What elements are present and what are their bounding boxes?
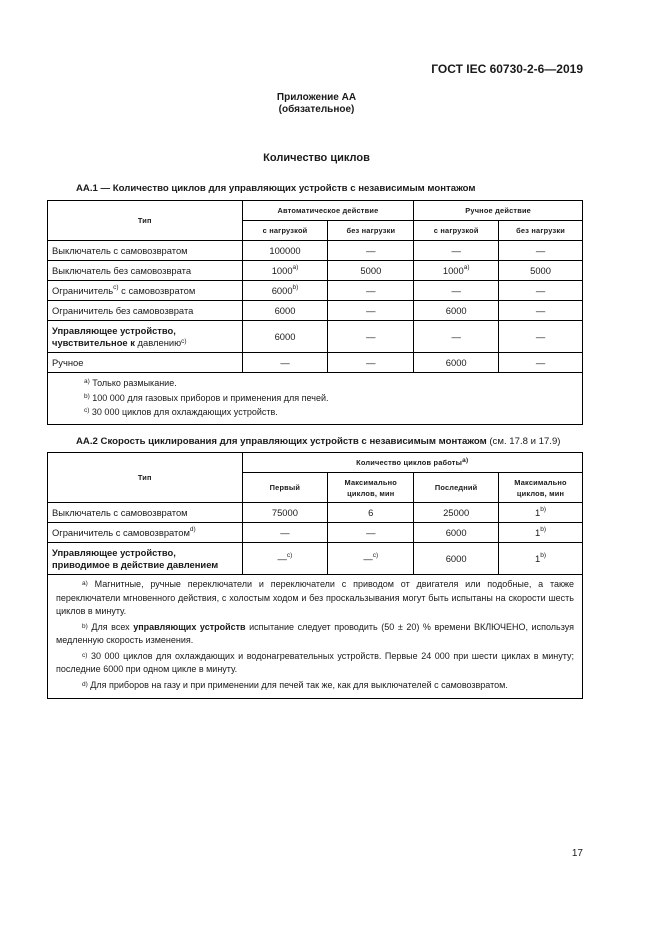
footnote-ref: c) — [372, 552, 379, 559]
table-row — [48, 241, 583, 261]
row-type: Выключатель без самовозврата — [48, 261, 243, 281]
cycling-rate-table — [47, 452, 583, 699]
cell-value: 100000 — [242, 241, 328, 261]
table-row — [48, 523, 583, 543]
cell-value: 6000 — [414, 523, 499, 543]
table1-caption — [76, 183, 475, 194]
cell-value: — — [328, 523, 414, 543]
col-type-header: Тип — [48, 201, 243, 241]
table-notes — [48, 373, 583, 425]
footnote: $^{a)}$ Магнитные, ручные переключатели и переключатели с приводом от двигателя или подобные, а также переключатели мгновенного действия, с холостым ходом и без проскальзывания могут быть испытаны на скорости шесть циклов в минуту. — [56, 579, 574, 616]
cell-value: 25000 — [414, 503, 499, 523]
cell-value: — — [242, 353, 328, 373]
cell-value: 1000$^{a)}$ — [414, 261, 499, 281]
footnote-ref: c) — [286, 552, 293, 559]
group-manual-header: Ручное действие — [414, 201, 583, 221]
annex-subtitle: (обязательное) — [278, 104, 355, 115]
footnote: $^{c)}$ 30 000 циклов для охлаждающих и водонагревательных устройств. Первые 24 000 при шести циклах в минуту; последние 6000 при одном цикле в минуту. — [56, 650, 574, 674]
cell-value: —$^{c)}$ — [328, 543, 414, 575]
annex-title: Приложение АА — [276, 92, 357, 103]
first-header: Первый — [242, 473, 328, 503]
manual-load-header: с нагрузкой — [414, 221, 499, 241]
document-code: ГОСТ IEC 60730-2-6—2019 — [431, 62, 583, 76]
row-type: Выключатель с самовозвратом — [48, 241, 243, 261]
manual-noload-header: без нагрузки — [499, 221, 583, 241]
notes-row — [48, 575, 583, 699]
cell-value: — — [499, 281, 583, 301]
cell-value: — — [414, 321, 499, 353]
cell-value: — — [242, 523, 328, 543]
row-type: Ограничитель с самовозвратом$^{d)}$ — [48, 523, 243, 543]
cell-value: — — [328, 321, 414, 353]
table-row — [48, 261, 583, 281]
table-row — [48, 321, 583, 353]
auto-load-header: с нагрузкой — [242, 221, 328, 241]
table2-caption-ref: (см. 17.8 и 17.9) — [486, 436, 561, 447]
row-type: Управляющее устройство, чувствительное к давлению$^{c)}$ — [48, 321, 243, 353]
table-row — [48, 503, 583, 523]
group-auto-header: Автоматическое действие — [242, 201, 414, 221]
table2-caption — [76, 436, 561, 447]
cell-value: — — [328, 301, 414, 321]
cell-value: 5000 — [328, 261, 414, 281]
table-header-row — [48, 453, 583, 473]
footnote-ref: a) — [463, 264, 470, 271]
table-row — [48, 281, 583, 301]
table-notes — [48, 575, 583, 699]
max2-header: Максимально циклов, мин — [499, 473, 583, 503]
group-cycles-header: Количество циклов работы$^{a)}$ — [242, 453, 582, 473]
cell-value: 1$^{b)}$ — [499, 523, 583, 543]
cell-value: 6000$^{b)}$ — [242, 281, 328, 301]
table2-caption-bold: АА.2 Скорость циклирования для управляющих устройств с независимым монтажом — [76, 436, 487, 447]
footnote-ref: b) — [540, 506, 547, 513]
cell-value: — — [328, 241, 414, 261]
table-header-row — [48, 201, 583, 221]
cell-value: — — [499, 353, 583, 373]
table-row — [48, 543, 583, 575]
col-type-header: Тип — [48, 453, 243, 503]
cell-value: 1000$^{a)}$ — [242, 261, 328, 281]
cell-value: 6000 — [414, 301, 499, 321]
footnote-ref: c) — [181, 337, 187, 345]
cell-value: 1$^{b)}$ — [499, 543, 583, 575]
footnote-ref: a) — [292, 264, 299, 271]
footnote: $^{b)}$ 100 000 для газовых приборов и применения для печей. — [84, 392, 329, 403]
footnote-ref: d) — [189, 526, 196, 533]
cell-value: 6 — [328, 503, 414, 523]
row-type: Ограничитель$^{c)}$ с самовозвратом — [48, 281, 243, 301]
footnote-ref: b) — [292, 284, 299, 291]
row-type: Управляющее устройство, приводимое в действие давлением — [48, 543, 243, 575]
footnote: $^{d)}$ Для приборов на газу и при применении для печей так же, как для выключателей с самовозвратом. — [82, 679, 508, 690]
cell-value: —$^{c)}$ — [242, 543, 328, 575]
table1-caption-text: АА.1 — Количество циклов для управляющих устройств с независимым монтажом — [76, 183, 476, 194]
cell-value: 6000 — [242, 301, 328, 321]
cell-value: 6000 — [242, 321, 328, 353]
cell-value: 5000 — [499, 261, 583, 281]
cell-value: — — [328, 281, 414, 301]
section-title: Количество циклов — [263, 152, 370, 164]
cell-value: 6000 — [414, 353, 499, 373]
cell-value: — — [414, 281, 499, 301]
footnote-ref: c) — [113, 284, 119, 291]
footnote: $^{c)}$ 30 000 циклов для охлаждающих устройств. — [84, 407, 278, 417]
row-type: Ручное — [48, 353, 243, 373]
cell-value: — — [499, 321, 583, 353]
cell-value: — — [499, 241, 583, 261]
cell-value: 6000 — [414, 543, 499, 575]
row-type: Ограничитель без самовозврата — [48, 301, 243, 321]
cycles-table — [47, 200, 583, 425]
page-number: 17 — [571, 848, 583, 859]
auto-noload-header: без нагрузки — [328, 221, 414, 241]
row-type: Выключатель с самовозвратом — [48, 503, 243, 523]
footnote: $^{a)}$ Только размыкание. — [84, 378, 177, 388]
footnote: $^{b)}$ Для всех управляющих устройств испытание следует проводить (50 ± 20) % времени ВКЛЮЧЕНО, используя медленную скорость изменения. — [56, 621, 574, 645]
table-row — [48, 301, 583, 321]
notes-row — [48, 373, 583, 425]
cell-value: — — [414, 241, 499, 261]
cell-value: — — [328, 353, 414, 373]
table-row — [48, 353, 583, 373]
max1-header: Максимально циклов, мин — [328, 473, 414, 503]
cell-value: 75000 — [242, 503, 328, 523]
last-header: Последний — [414, 473, 499, 503]
annex-heading — [0, 92, 633, 116]
footnote-ref: b) — [540, 552, 547, 559]
cell-value: — — [499, 301, 583, 321]
cell-value: 1$^{b)}$ — [499, 503, 583, 523]
footnote-ref: b) — [540, 526, 547, 533]
